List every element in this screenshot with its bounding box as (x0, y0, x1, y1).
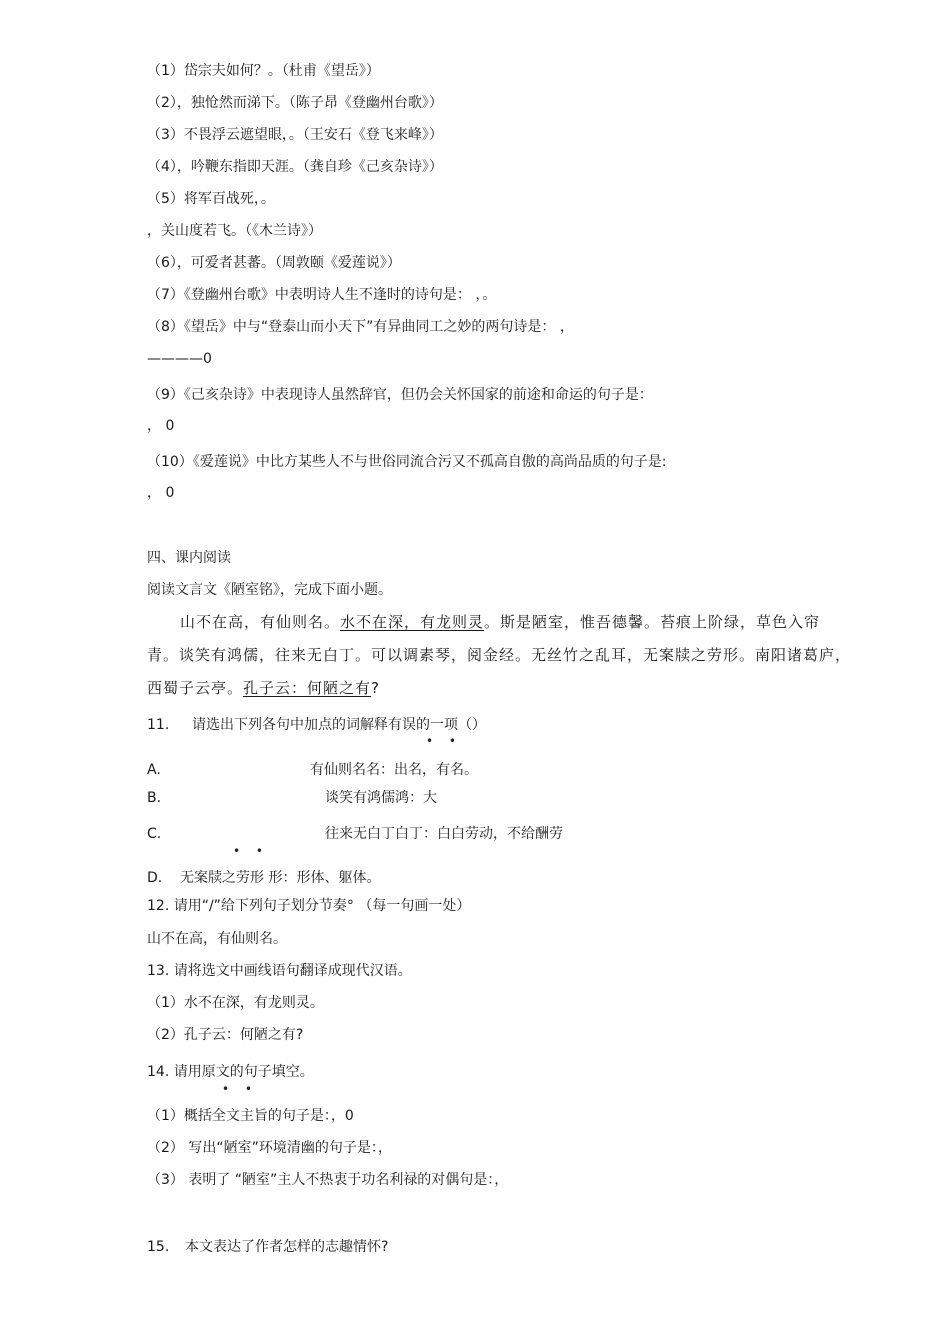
passage-text: 山不在高，有仙则名。 (180, 613, 341, 631)
question-11-stem: 请选出下列各句中加点的词解释有误的一项（） (192, 717, 486, 733)
passage-line-3 (147, 678, 380, 698)
question-11-number: 11. (147, 717, 170, 733)
fill-in-item-5-continued: ，关山度若飞。（《木兰诗》） (147, 223, 322, 239)
question-13: 13. 请将选文中画线语句翻译成现代汉语。 (147, 963, 412, 979)
underlined-sentence: 水不在深，有龙则灵 (340, 613, 485, 631)
passage-text: 。斯是陋室，惟吾德馨。苔痕上阶绿，草色入帘 (484, 613, 821, 631)
question-14-item-2: （2） 写出“陋室”环境清幽的句子是：， (147, 1140, 392, 1156)
fill-in-item-8: （8）《望岳》中与“登泰山而小天下”有异曲同工之妙的两句诗是： ， (147, 319, 574, 335)
passage-text: ? (371, 679, 380, 697)
fill-in-item-9: （9）《己亥杂诗》中表现诗人虽然辞官，但仍会关怀国家的前途和命运的句子是： (147, 387, 653, 403)
passage-text: 西蜀子云亭。 (147, 679, 244, 697)
question-15-text: 本文表达了作者怎样的志趣情怀? (185, 1239, 389, 1255)
option-c-label: C. (147, 826, 162, 842)
option-b-text: 谈笑有鸿儒鸿：大 (325, 790, 437, 806)
question-14-item-3: （3） 表明了 “陋室”主人不热衷于功名利禄的对偶句是：， (147, 1172, 509, 1188)
passage-line-1 (180, 612, 820, 632)
question-15-number: 15. (147, 1239, 170, 1255)
fill-in-item-7: （7）《登幽州台歌》中表明诗人生不逢时的诗句是： ，。 (147, 287, 497, 303)
fill-in-item-4: （4），吟鞭东指即天涯。（龚自珍《己亥杂诗》） (147, 159, 443, 175)
emphasis-dot-marks: • • (426, 734, 462, 748)
fill-in-item-10: （10）《爱莲说》中比方某些人不与世俗同流合污又不孤高自傲的高尚品质的句子是: (147, 454, 667, 470)
fill-in-item-5: （5）将军百战死，。 (147, 191, 275, 207)
question-12: 12. 请用“/”给下列句子划分节奏° （每一句画一处） (147, 898, 471, 914)
question-14: 14. 请用原文的句子填空。 (147, 1064, 314, 1080)
fill-in-item-8-continued: ————0 (147, 351, 212, 367)
fill-in-item-6: （6），可爱者甚蕃。（周敦颐《爱莲说》） (147, 255, 401, 271)
emphasis-dot-marks: • • (233, 844, 269, 858)
fill-in-item-9-continued: ， 0 (147, 418, 175, 434)
question-13-item-1: （1）水不在深，有龙则灵。 (147, 995, 324, 1011)
option-a-text: 有仙则名名：出名，有名。 (310, 762, 478, 778)
section-intro: 阅读文言文《陋室铭》，完成下面小题。 (147, 582, 392, 598)
fill-in-item-1: （1）岱宗夫如何？。（杜甫《望岳》） (147, 63, 380, 79)
question-12-sentence: 山不在高，有仙则名。 (147, 931, 287, 947)
emphasis-dot-marks: • • (222, 1082, 258, 1096)
option-c-text: 往来无白丁白丁：白白劳动，不给酬劳 (325, 826, 563, 842)
question-13-item-2: （2）孔子云：何陋之有? (147, 1027, 304, 1043)
fill-in-item-3: （3）不畏浮云遮望眼，。（王安石《登飞来峰》） (147, 127, 443, 143)
option-d-text: 无案牍之劳形 形：形体、躯体。 (180, 870, 381, 886)
section-title: 四、课内阅读 (147, 550, 231, 566)
option-b-label: B. (147, 790, 162, 806)
question-14-item-1: （1）概括全文主旨的句子是：，0 (147, 1108, 354, 1124)
passage-line-2: 青。谈笑有鸿儒，往来无白丁。可以调素琴，阅金经。无丝竹之乱耳，无案牍之劳形。南阳诸葛庐， (147, 646, 852, 664)
option-a-label: A. (147, 762, 161, 778)
fill-in-item-10-continued: ， 0 (147, 485, 175, 501)
underlined-sentence: 孔子云：何陋之有 (243, 679, 372, 697)
option-d-label: D. (147, 870, 163, 886)
fill-in-item-2: （2），独怆然而涕下。（陈子昂《登幽州台歌》） (147, 95, 443, 111)
